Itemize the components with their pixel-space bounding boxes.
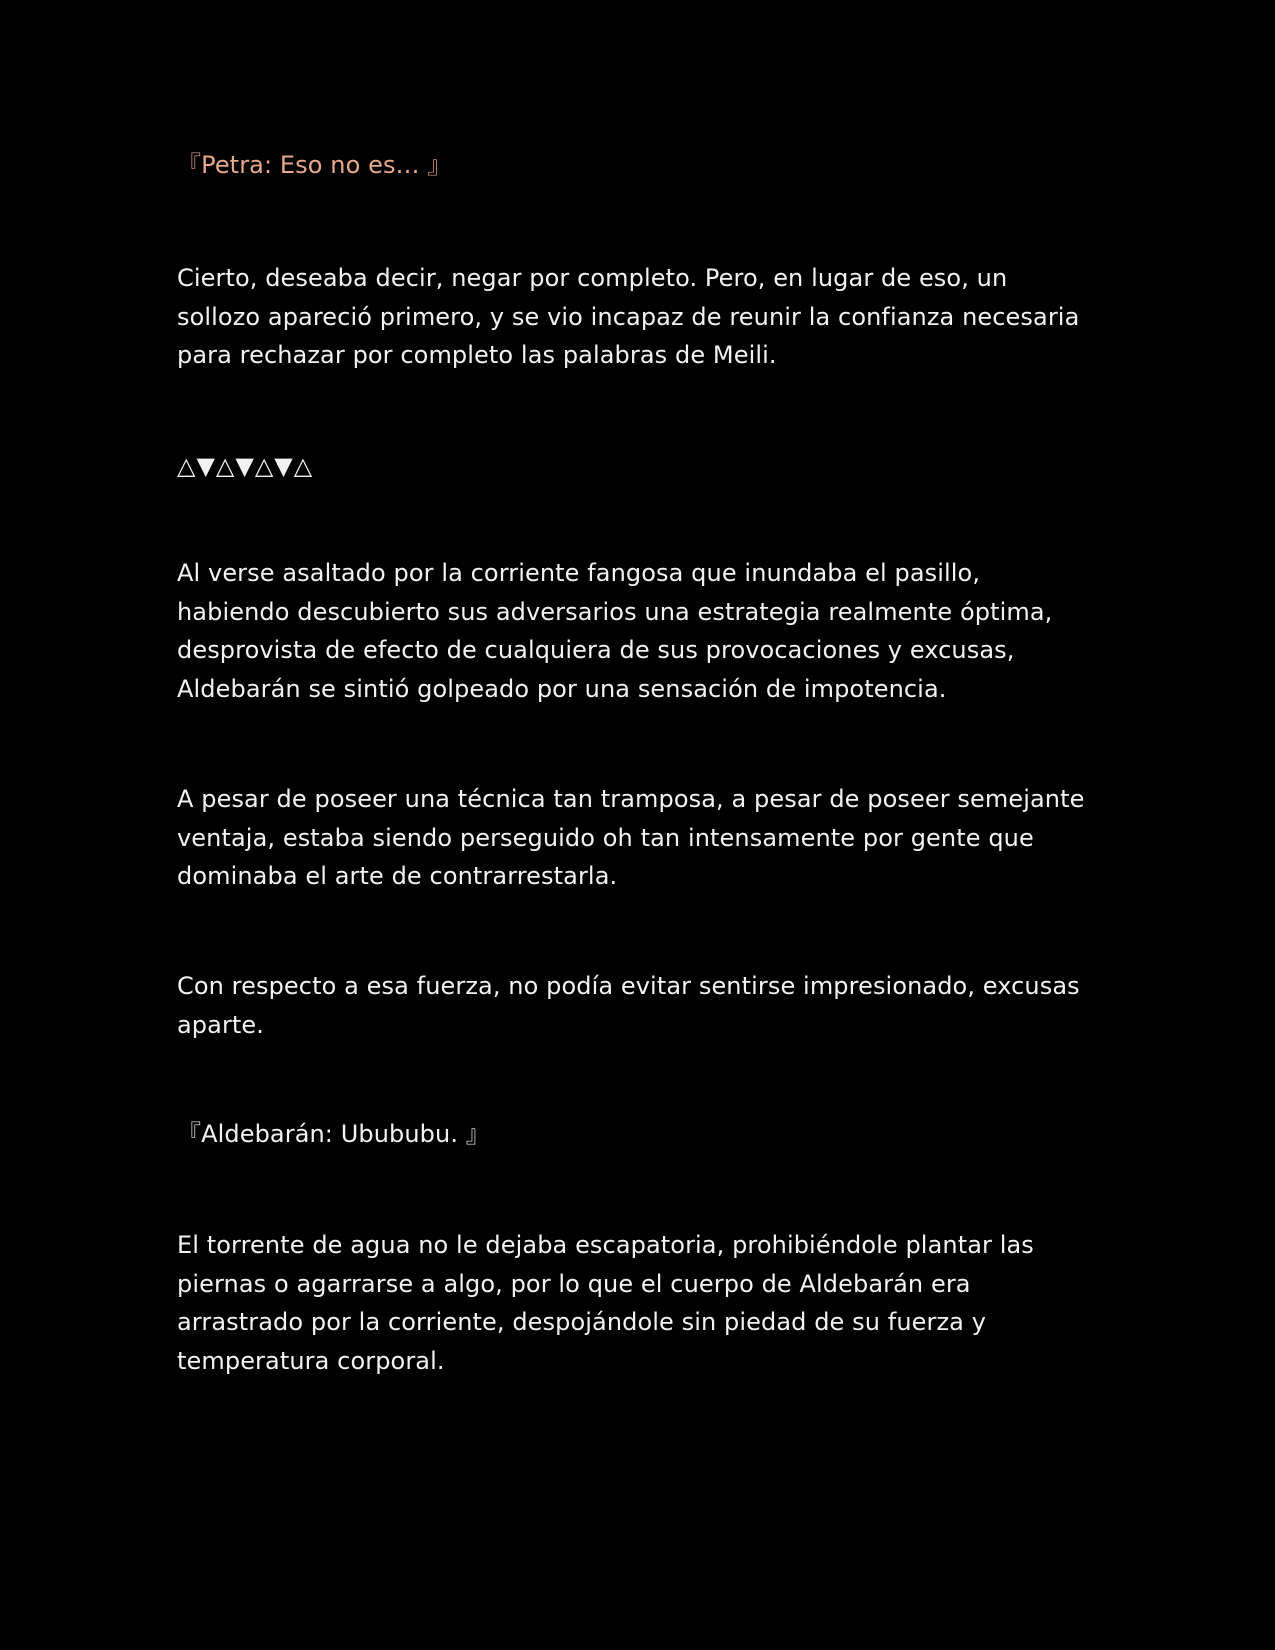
document-page — [177, 0, 1097, 1650]
paragraph-1: Cierto, deseaba decir, negar por completo. Pero, en lugar de eso, un sollozo apareció primero, y se vio incapaz de reunir la confianza necesaria para rechazar por completo las palabras de Meili. — [177, 264, 1080, 369]
paragraph-4: Con respecto a esa fuerza, no podía evitar sentirse impresionado, excusas aparte. — [177, 972, 1080, 1039]
dialogue-aldebaran: 『Aldebarán: Ubububu. 』 — [177, 1120, 490, 1148]
scene-separator: △▼△▼△▼△ — [177, 452, 314, 480]
paragraph-3: A pesar de poseer una técnica tan tramposa, a pesar de poseer semejante ventaja, estaba siendo perseguido oh tan intensamente por gente que dominaba el arte de contrarrestarla. — [177, 785, 1085, 890]
paragraph-2: Al verse asaltado por la corriente fangosa que inundaba el pasillo, habiendo descubierto sus adversarios una estrategia realmente óptima, desprovista de efecto de cualquiera de sus provocaciones y excusas, Aldebarán se sintió golpeado por una sensación de impotencia. — [177, 559, 1053, 703]
paragraph-5: El torrente de agua no le dejaba escapatoria, prohibiéndole plantar las piernas o agarrarse a algo, por lo que el cuerpo de Aldebarán era arrastrado por la corriente, despojándole sin piedad de su fuerza y temperatura corporal. — [177, 1231, 1034, 1375]
dialogue-petra: 『Petra: Eso no es… 』 — [177, 151, 452, 179]
